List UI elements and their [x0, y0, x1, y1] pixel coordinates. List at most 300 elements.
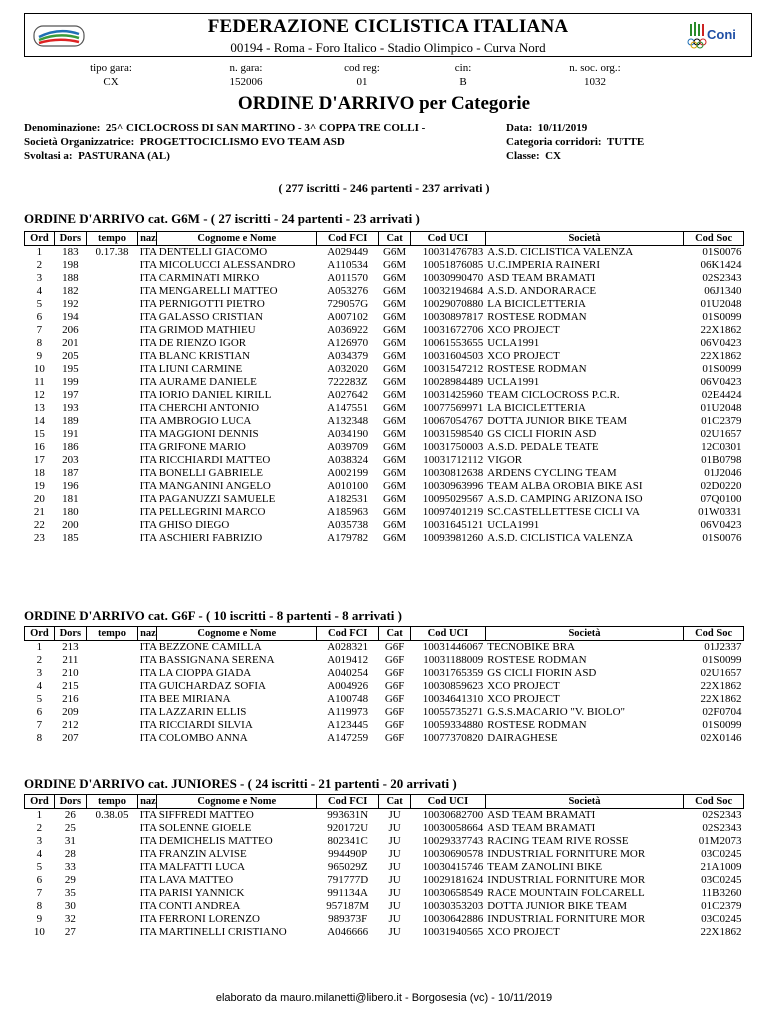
meta-cod-reg: cod reg: 01 [344, 62, 380, 88]
table-cell: 32 [64, 913, 76, 925]
table-cell: 18 [33, 467, 45, 479]
table-cell [86, 654, 137, 667]
federation-address: 00194 - Roma - Foro Italico - Stadio Olimpico - Curva Nord [230, 40, 546, 55]
table-cell: 03C0245 [701, 913, 742, 925]
table-header-row [25, 627, 744, 641]
table-cell: ITA [139, 519, 157, 531]
table-row [25, 667, 744, 680]
table-cell: JU [388, 874, 401, 886]
table-cell: ITA [139, 350, 157, 362]
table-cell: 01S0099 [702, 719, 742, 731]
table-cell: 17 [33, 454, 45, 466]
table-cell: 10061553655 [422, 337, 484, 349]
column-header: Cod UCI [411, 795, 486, 809]
table-cell: 205 [62, 350, 79, 362]
table-cell: ITA [139, 285, 157, 297]
table-row [25, 441, 744, 454]
table-cell: ARDENS CYCLING TEAM [487, 467, 617, 479]
table-cell: TEAM ZANOLINI BIKE [487, 861, 603, 873]
table-cell: 210 [62, 667, 79, 679]
table-cell: IORIO DANIEL KIRILL [158, 389, 272, 401]
table-cell: 200 [62, 519, 79, 531]
column-header: Cod UCI [411, 232, 486, 246]
table-cell: 20 [33, 493, 45, 505]
table-cell: 15 [33, 428, 45, 440]
table-cell: 10 [33, 926, 45, 938]
table-cell: 198 [62, 259, 79, 271]
table-cell: 209 [62, 706, 79, 718]
table-row [25, 706, 744, 719]
table-row [25, 848, 744, 861]
table-cell: A019412 [327, 654, 369, 666]
table-cell: ASD TEAM BRAMATI [487, 272, 596, 284]
table-cell: A010100 [327, 480, 369, 492]
table-cell: ROSTESE RODMAN [487, 363, 587, 375]
table-row [25, 835, 744, 848]
column-header: tempo [86, 627, 137, 641]
table-cell: 12 [33, 389, 45, 401]
table-cell: ITA [139, 480, 157, 492]
table-cell: 25 [64, 822, 76, 834]
table-row [25, 337, 744, 350]
table-cell [86, 311, 137, 324]
table-cell: 4 [36, 285, 43, 297]
table-cell: A038324 [327, 454, 369, 466]
table-cell: JU [388, 900, 401, 912]
column-header: Cod UCI [411, 627, 486, 641]
table-cell: BONELLI GABRIELE [158, 467, 263, 479]
meta-cin: cin: B [454, 62, 472, 88]
table-cell: 01C2379 [701, 900, 742, 912]
table-cell: XCO PROJECT [487, 350, 560, 362]
table-cell: 11B3260 [701, 887, 742, 899]
table-cell: ITA [139, 441, 157, 453]
table-cell: GS CICLI FIORIN ASD [487, 667, 597, 679]
table-cell: 10030812638 [422, 467, 484, 479]
table-cell: 10029337743 [422, 835, 484, 847]
table-row [25, 311, 744, 324]
table-cell [86, 874, 137, 887]
table-cell: 201 [62, 337, 79, 349]
table-cell: LA CIOPPA GIADA [158, 667, 252, 679]
table-cell: 4 [36, 680, 43, 692]
table-cell: G6M [382, 363, 407, 375]
table-cell: CHERCHI ANTONIO [158, 402, 260, 414]
table-cell: 10030642886 [422, 913, 484, 925]
table-cell: ITA [139, 428, 157, 440]
table-cell: A040254 [327, 667, 369, 679]
table-cell: A032020 [327, 363, 369, 375]
table-cell: 07Q0100 [700, 493, 742, 505]
results-table [24, 626, 744, 745]
table-cell: G6F [384, 693, 405, 705]
table-cell: A027642 [327, 389, 369, 401]
table-cell: 10031645121 [422, 519, 484, 531]
table-cell: SIFFREDI MATTEO [158, 809, 254, 821]
table-cell: 01U2048 [700, 298, 742, 310]
table-row [25, 402, 744, 415]
table-cell [86, 641, 137, 655]
table-cell: PELLEGRINI MARCO [158, 506, 266, 518]
table-cell: 14 [33, 415, 45, 427]
table-cell: AURAME DANIELE [158, 376, 257, 388]
table-cell: 3 [36, 272, 43, 284]
table-cell: 16 [33, 441, 45, 453]
results-table [24, 231, 744, 545]
table-cell: 22 [33, 519, 45, 531]
table-cell: 9 [36, 913, 43, 925]
table-row [25, 454, 744, 467]
table-cell: 8 [36, 732, 43, 744]
table-cell: A053276 [327, 285, 369, 297]
table-cell: G6M [382, 272, 407, 284]
table-cell: ITA [139, 415, 157, 427]
table-cell: JU [388, 822, 401, 834]
table-cell: 02S2343 [702, 809, 742, 821]
table-cell: ITA [139, 363, 157, 375]
table-cell: ITA [139, 259, 157, 271]
table-cell: G6F [384, 732, 405, 744]
table-cell: INDUSTRIAL FORNITURE MOR [487, 874, 646, 886]
table-cell: 186 [62, 441, 79, 453]
table-cell: 10030859623 [422, 680, 484, 692]
table-cell: 10031425960 [422, 389, 484, 401]
table-cell: CONTI ANDREA [158, 900, 241, 912]
table-cell: ITA [139, 493, 157, 505]
table-cell: 01M2073 [698, 835, 742, 847]
table-cell: 994490P [328, 848, 368, 860]
table-cell: MICOLUCCI ALESSANDRO [158, 259, 296, 271]
info-svolta: Svoltasi a: PASTURANA (AL) [24, 150, 170, 162]
table-cell: XCO PROJECT [487, 324, 560, 336]
table-cell: G6M [382, 532, 407, 544]
table-cell: G6M [382, 506, 407, 518]
section-title: ORDINE D'ARRIVO cat. G6F - ( 10 iscritti - 8 partenti - 8 arrivati ) [24, 608, 402, 623]
table-cell: 802341C [327, 835, 368, 847]
table-cell: 10031750003 [422, 441, 484, 453]
table-cell: ITA [139, 900, 157, 912]
table-row [25, 285, 744, 298]
table-cell: 212 [62, 719, 79, 731]
table-cell: PARISI YANNICK [158, 887, 245, 899]
table-cell: 01J2046 [704, 467, 742, 479]
table-cell: 206 [62, 324, 79, 336]
table-cell: A034379 [327, 350, 369, 362]
table-cell: A185963 [327, 506, 369, 518]
table-cell [86, 376, 137, 389]
table-cell: A036922 [327, 324, 369, 336]
table-cell: JU [388, 887, 401, 899]
section-title: ORDINE D'ARRIVO cat. G6M - ( 27 iscritti - 24 partenti - 23 arrivati ) [24, 211, 420, 226]
table-cell: 29 [64, 874, 76, 886]
table-cell: ITA [139, 719, 157, 731]
table-cell: ITA [139, 667, 157, 679]
table-cell: ITA [139, 913, 157, 925]
table-cell: 9 [36, 350, 43, 362]
table-cell: 21A1009 [700, 861, 742, 873]
table-cell: A039709 [327, 441, 369, 453]
table-cell: LA BICICLETTERIA [487, 402, 586, 414]
table-cell: 6 [36, 311, 43, 323]
column-header: Cod Soc [684, 627, 744, 641]
column-header: Ord [25, 795, 55, 809]
table-cell: A035738 [327, 519, 369, 531]
column-header: Cod FCI [317, 795, 379, 809]
table-cell: 03C0245 [701, 848, 742, 860]
table-cell [86, 337, 137, 350]
table-cell: 10031598540 [422, 428, 484, 440]
column-header: Cod FCI [317, 232, 379, 246]
table-cell: A034190 [327, 428, 369, 440]
table-cell: G6M [382, 337, 407, 349]
table-cell: A100748 [327, 693, 369, 705]
table-cell: 11 [34, 376, 45, 388]
info-denominazione: Denominazione: 25^ CICLOCROSS DI SAN MARTINO - 3^ COPPA TRE COLLI - [24, 122, 426, 134]
table-cell: RACING TEAM RIVE ROSSE [487, 835, 629, 847]
table-cell: 196 [62, 480, 79, 492]
table-cell: GALASSO CRISTIAN [158, 311, 263, 323]
table-cell: 10034641310 [422, 693, 484, 705]
table-cell: ITA [139, 809, 157, 821]
table-cell [86, 454, 137, 467]
table-cell: 6 [36, 874, 43, 886]
table-cell [86, 285, 137, 298]
table-cell: 213 [62, 641, 79, 653]
table-cell: ITA [139, 926, 157, 938]
table-cell: 06V0423 [700, 519, 742, 531]
table-cell: 2 [36, 822, 43, 834]
table-cell: ITA [139, 848, 157, 860]
table-cell: A.S.D. PEDALE TEATE [487, 441, 599, 453]
table-cell: 1 [36, 809, 43, 821]
table-cell [86, 506, 137, 519]
table-cell: G6M [382, 402, 407, 414]
info-categoria: Categoria corridori: TUTTE [506, 136, 645, 148]
table-cell: A007102 [327, 311, 369, 323]
table-row [25, 913, 744, 926]
table-cell: DOTTA JUNIOR BIKE TEAM [487, 415, 628, 427]
column-header: Cognome e Nome [157, 232, 317, 246]
table-cell: 207 [62, 732, 79, 744]
table-cell: TEAM ALBA OROBIA BIKE ASI [487, 480, 643, 492]
table-cell: 02X0146 [700, 732, 742, 744]
table-cell: 203 [62, 454, 79, 466]
table-cell: 22X1862 [700, 680, 742, 692]
meta-n-soc: n. soc. org.: 1032 [569, 62, 621, 88]
table-cell [86, 848, 137, 861]
table-row [25, 467, 744, 480]
table-cell: 965029Z [327, 861, 368, 873]
column-header: Cognome e Nome [157, 795, 317, 809]
table-cell: SOLENNE GIOELE [158, 822, 252, 834]
table-row [25, 874, 744, 887]
table-row [25, 519, 744, 532]
table-cell: A.S.D. CAMPING ARIZONA ISO [487, 493, 643, 505]
table-cell: 27 [64, 926, 76, 938]
table-cell: 10077370820 [422, 732, 484, 744]
table-cell: G6M [382, 467, 407, 479]
table-cell: 193 [62, 402, 79, 414]
table-row [25, 693, 744, 706]
table-cell: 957187M [326, 900, 370, 912]
table-cell: A028321 [327, 641, 369, 653]
table-cell: 8 [36, 337, 43, 349]
table-row [25, 363, 744, 376]
table-header-row [25, 795, 744, 809]
table-cell: 19 [33, 480, 45, 492]
table-cell: JU [388, 926, 401, 938]
table-cell: 3 [36, 667, 43, 679]
table-cell: JU [388, 809, 401, 821]
table-cell: ROSTESE RODMAN [487, 311, 587, 323]
table-row [25, 246, 744, 260]
table-cell: JU [388, 835, 401, 847]
table-cell [86, 493, 137, 506]
table-cell: RACE MOUNTAIN FOLCARELL [487, 887, 645, 899]
table-cell: ITA [139, 654, 157, 666]
table-cell: UCLA1991 [487, 376, 540, 388]
table-row [25, 641, 744, 655]
table-cell: 189 [62, 415, 79, 427]
table-cell: 181 [62, 493, 79, 505]
table-cell: 22X1862 [700, 926, 742, 938]
footer: elaborato da mauro.milanetti@libero.it - Borgosesia (vc) - 10/11/2019 [215, 992, 553, 1004]
table-cell: ITA [139, 376, 157, 388]
table-cell: 01C2379 [701, 415, 742, 427]
table-cell: 10031712112 [423, 454, 484, 466]
table-cell: 10030990470 [422, 272, 484, 284]
table-row [25, 415, 744, 428]
table-cell: G6F [384, 706, 405, 718]
table-cell: A147551 [327, 402, 369, 414]
table-cell: MENGARELLI MATTEO [158, 285, 278, 297]
table-cell: DENTELLI GIACOMO [158, 246, 268, 258]
table-cell: 02U1657 [700, 667, 742, 679]
table-cell: BASSIGNANA SERENA [158, 654, 275, 666]
table-cell: 35 [64, 887, 76, 899]
table-cell: G6M [382, 259, 407, 271]
table-cell: ITA [139, 641, 157, 653]
table-cell [86, 298, 137, 311]
table-cell: ITA [139, 861, 157, 873]
table-cell: 10031672706 [422, 324, 484, 336]
table-cell [86, 719, 137, 732]
table-cell: 10031940565 [422, 926, 484, 938]
table-cell: ROSTESE RODMAN [487, 719, 587, 731]
table-cell [86, 693, 137, 706]
table-row [25, 493, 744, 506]
table-cell: 10093981260 [422, 532, 484, 544]
table-cell: PERNIGOTTI PIETRO [158, 298, 265, 310]
table-cell: RICCHIARDI MATTEO [158, 454, 271, 466]
header-box [24, 13, 752, 57]
table-cell: 991134A [327, 887, 368, 899]
table-cell [86, 467, 137, 480]
table-cell: ITA [139, 693, 157, 705]
column-header: Cod FCI [317, 627, 379, 641]
table-cell: ITA [139, 467, 157, 479]
table-cell: 183 [62, 246, 79, 258]
table-cell: 22X1862 [700, 350, 742, 362]
table-cell: 10030690578 [422, 848, 484, 860]
coni-text: Coni [707, 27, 736, 42]
column-header: Dors [54, 627, 86, 641]
table-row [25, 900, 744, 913]
table-row [25, 324, 744, 337]
table-cell: 02E4424 [701, 389, 742, 401]
table-cell: 03C0245 [701, 874, 742, 886]
table-cell: 7 [36, 719, 43, 731]
table-cell [86, 667, 137, 680]
table-row [25, 259, 744, 272]
table-cell: ITA [139, 822, 157, 834]
table-cell: ITA [139, 454, 157, 466]
table-cell: CARMINATI MIRKO [158, 272, 260, 284]
table-cell: A147259 [327, 732, 369, 744]
table-cell [86, 441, 137, 454]
table-cell: ITA [139, 246, 157, 258]
table-cell: 10030415746 [422, 861, 484, 873]
table-cell: ITA [139, 298, 157, 310]
table-cell: DE RIENZO IGOR [158, 337, 247, 349]
table-cell: A132348 [327, 415, 369, 427]
table-cell: LIUNI CARMINE [158, 363, 243, 375]
table-cell [86, 532, 137, 545]
info-classe: Classe: CX [506, 150, 561, 162]
page-title: ORDINE D'ARRIVO per Categorie [237, 93, 531, 114]
table-cell: 06V0423 [700, 337, 742, 349]
column-header: Cognome e Nome [157, 627, 317, 641]
table-cell: MAGGIONI DENNIS [158, 428, 259, 440]
column-header: Cat [379, 232, 411, 246]
table-cell: A011570 [327, 272, 368, 284]
column-header: Società [485, 795, 683, 809]
table-cell: A.S.D. CICLISTICA VALENZA [487, 532, 634, 544]
table-cell: GUICHARDAZ SOFIA [158, 680, 267, 692]
table-cell: 10055735271 [422, 706, 484, 718]
table-cell: 10028984489 [422, 376, 484, 388]
table-cell: 195 [62, 363, 79, 375]
table-cell: GHISO DIEGO [158, 519, 230, 531]
table-cell: A029449 [327, 246, 369, 258]
table-cell: G6M [382, 285, 407, 297]
table-cell: ITA [139, 324, 157, 336]
table-cell: G6M [382, 246, 407, 258]
table-cell [86, 887, 137, 900]
table-cell: 185 [62, 532, 79, 544]
table-cell: 01S0099 [702, 311, 742, 323]
table-cell: 993631N [327, 809, 369, 821]
column-header: naz [138, 627, 157, 641]
table-cell: XCO PROJECT [487, 693, 560, 705]
table-cell: G6F [384, 654, 405, 666]
table-cell: A002199 [327, 467, 369, 479]
table-cell: ITA [139, 706, 157, 718]
table-cell: 791777D [327, 874, 369, 886]
table-cell: 5 [36, 861, 43, 873]
table-cell [86, 913, 137, 926]
table-cell: 4 [36, 848, 43, 860]
table-cell: 0.38.05 [95, 809, 129, 821]
table-cell: 02D0220 [700, 480, 742, 492]
table-cell: A179782 [327, 532, 369, 544]
meta-tipo-gara: tipo gara: CX [90, 62, 132, 88]
table-cell: 10030963996 [422, 480, 484, 492]
table-cell: A126970 [327, 337, 369, 349]
table-row [25, 861, 744, 874]
table-cell: INDUSTRIAL FORNITURE MOR [487, 848, 646, 860]
table-cell: 10029181624 [422, 874, 484, 886]
